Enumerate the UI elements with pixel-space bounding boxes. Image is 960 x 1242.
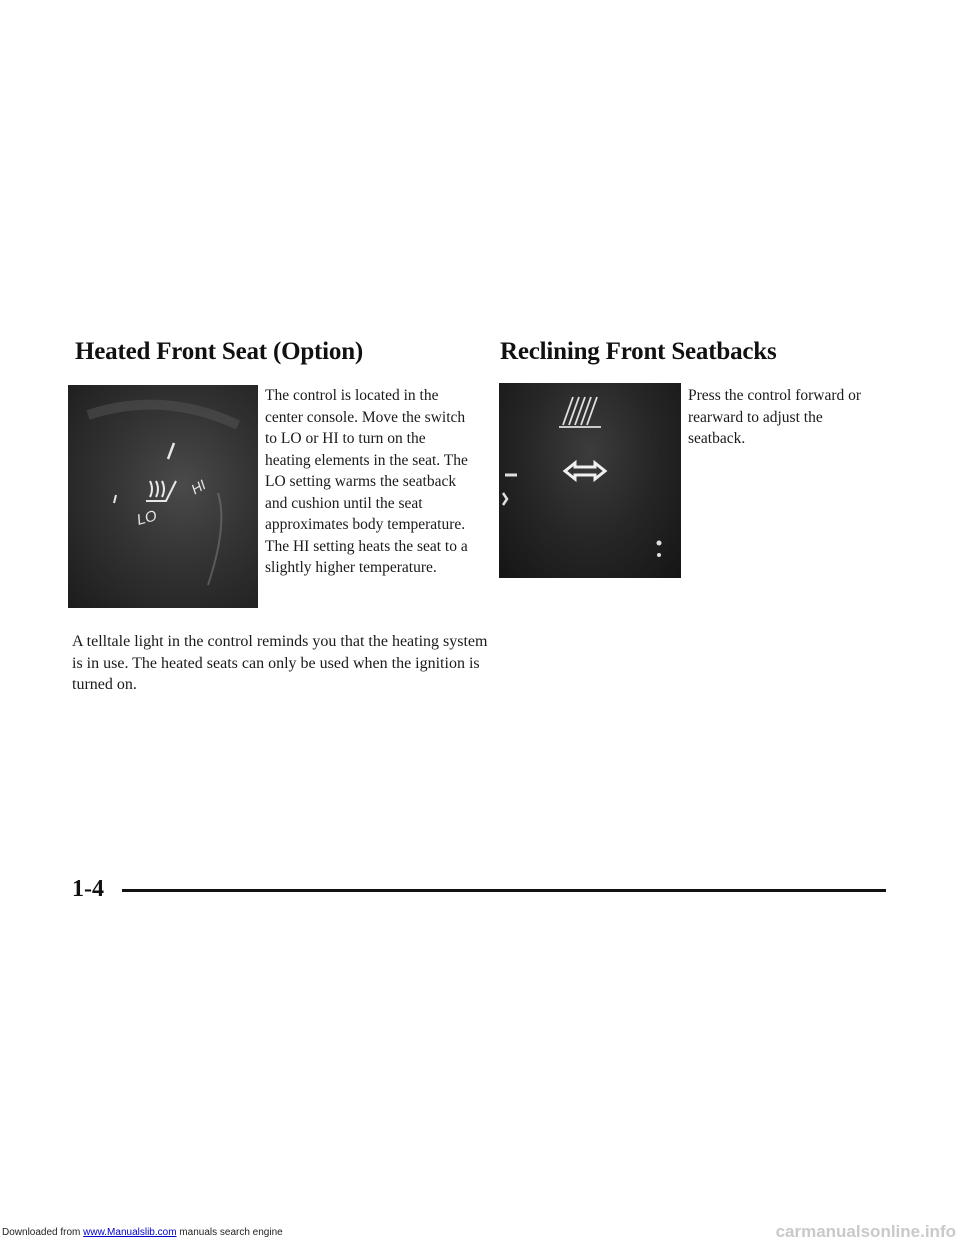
attribution-suffix: manuals search engine bbox=[176, 1227, 283, 1238]
hi-label: HI bbox=[188, 476, 209, 498]
seatback-control-illustration bbox=[499, 383, 681, 578]
heated-seat-control-photo bbox=[68, 385, 258, 608]
seatback-control-photo bbox=[499, 383, 681, 578]
watermark: carmanualsonline.info bbox=[775, 1222, 956, 1241]
lo-label: LO bbox=[135, 507, 159, 529]
heated-seat-heading: Heated Front Seat (Option) bbox=[75, 338, 364, 365]
manualslib-link[interactable]: www.Manualslib.com bbox=[83, 1227, 177, 1238]
double-arrow-icon bbox=[565, 463, 605, 479]
reclining-seatbacks-heading: Reclining Front Seatbacks bbox=[500, 338, 777, 365]
heated-seat-description: The control is located in the center console. Move the switch to LO or HI to turn on the heating elements in the seat. The LO setting warms the seatback and cushion until the seat approximates body temperature. The HI setting heats the seat to a slightly higher temperature. bbox=[265, 387, 468, 576]
page-number: 1-4 bbox=[72, 876, 104, 902]
seat-recline-icon bbox=[559, 397, 601, 427]
footer-rule bbox=[122, 889, 886, 892]
telltale-light-paragraph: A telltale light in the control reminds you that the heating system is in use. The heated seats can only be used when the ignition is turned on. bbox=[72, 633, 488, 693]
heated-seat-switch-illustration bbox=[68, 385, 258, 608]
seatback-description: Press the control forward or rearward to adjust the seatback. bbox=[688, 387, 862, 447]
attribution-prefix: Downloaded from bbox=[2, 1227, 84, 1238]
download-attribution bbox=[2, 1227, 283, 1238]
seat-heater-icon bbox=[146, 481, 176, 501]
